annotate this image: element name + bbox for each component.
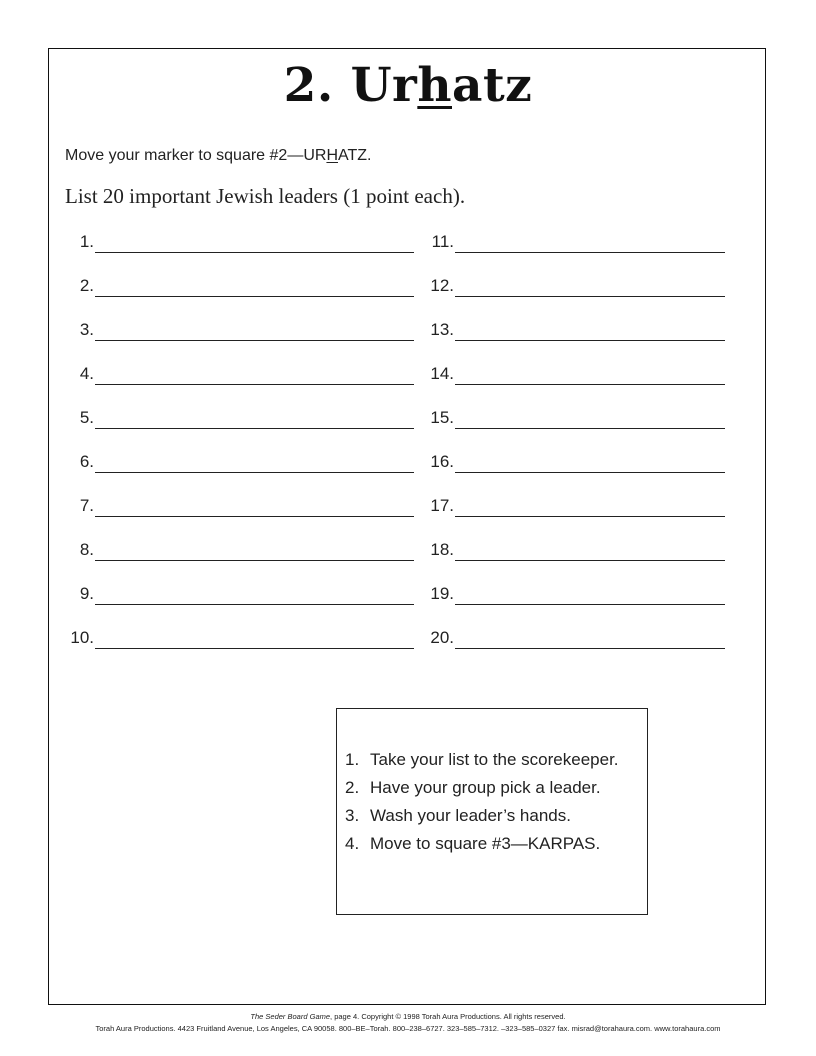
- title-underlined-letter: h: [417, 58, 452, 113]
- answer-number: 16.: [430, 452, 454, 471]
- answer-underline[interactable]: [455, 296, 725, 297]
- answer-number: 9.: [79, 584, 94, 603]
- step-item: [345, 833, 645, 855]
- answer-number: 5.: [79, 408, 94, 427]
- step-item: [345, 805, 645, 827]
- answer-number: 10.: [70, 628, 94, 647]
- answer-underline[interactable]: [455, 604, 725, 605]
- answer-number: 17.: [430, 496, 454, 515]
- answer-underline[interactable]: [455, 560, 725, 561]
- step-item: [345, 749, 645, 771]
- answer-line[interactable]: [0, 584, 816, 608]
- step-text: Take your list to the scorekeeper.: [370, 750, 619, 769]
- answer-underline[interactable]: [455, 472, 725, 473]
- step-text: Wash your leader’s hands.: [370, 806, 571, 825]
- answer-underline[interactable]: [455, 252, 725, 253]
- answer-line[interactable]: [0, 364, 816, 388]
- answer-line[interactable]: [0, 628, 816, 652]
- answer-number: 15.: [430, 408, 454, 427]
- step-text: Move to square #3—KARPAS.: [370, 834, 601, 853]
- footer-copyright: [0, 1012, 816, 1021]
- answer-number: 3.: [79, 320, 94, 339]
- answer-underline[interactable]: [455, 516, 725, 517]
- answer-number: 4.: [79, 364, 94, 383]
- answer-number: 18.: [430, 540, 454, 559]
- title-suffix: atz: [452, 58, 533, 113]
- task-text: List 20 important Jewish leaders (1 point each).: [65, 184, 466, 208]
- answer-number: 20.: [430, 628, 454, 647]
- answer-line[interactable]: [0, 408, 816, 432]
- answer-number: 12.: [430, 276, 454, 295]
- answer-line[interactable]: [0, 452, 816, 476]
- answer-line[interactable]: [0, 540, 816, 564]
- answer-underline[interactable]: [455, 648, 725, 649]
- instruction-suffix: ATZ.: [338, 147, 372, 164]
- page-title: [0, 58, 816, 113]
- instruction-text: [65, 147, 371, 165]
- step-number: 2.: [345, 778, 360, 797]
- answer-underline[interactable]: [455, 340, 725, 341]
- answer-underline[interactable]: [455, 428, 725, 429]
- steps-list: [345, 749, 645, 861]
- step-text: Have your group pick a leader.: [370, 778, 601, 797]
- footer-game-title: The Seder Board Game: [250, 1012, 331, 1021]
- answer-number: 6.: [79, 452, 94, 471]
- footer-copyright-text: , page 4. Copyright © 1998 Torah Aura Productions. All rights reserved.: [330, 1012, 566, 1021]
- instructions-box: [336, 708, 648, 915]
- instruction-underlined-letter: H: [326, 147, 338, 164]
- answer-number: 11.: [431, 232, 454, 251]
- title-prefix: 2. Ur: [283, 58, 418, 113]
- footer-address: Torah Aura Productions. 4423 Fruitland Avenue, Los Angeles, CA 90058. 800–BE–Torah. 800–238–6727. 323–585–7312. –323–585–0327 fax. misrad@torahaura.com. www.torahaura.com: [95, 1024, 721, 1033]
- answer-number: 7.: [79, 496, 94, 515]
- instruction-prefix: Move your marker to square #2—UR: [65, 147, 327, 164]
- answer-number: 2.: [79, 276, 94, 295]
- answer-number: 14.: [430, 364, 454, 383]
- step-number: 3.: [345, 806, 360, 825]
- answer-line[interactable]: [0, 232, 816, 256]
- answer-number: 13.: [430, 320, 454, 339]
- step-number: 4.: [345, 834, 360, 853]
- answer-line[interactable]: [0, 496, 816, 520]
- answer-number: 1.: [79, 232, 94, 251]
- answer-number: 8.: [79, 540, 94, 559]
- step-item: [345, 777, 645, 799]
- answer-line[interactable]: [0, 320, 816, 344]
- answer-line[interactable]: [0, 276, 816, 300]
- step-number: 1.: [345, 750, 360, 769]
- answer-number: 19.: [430, 584, 454, 603]
- answer-underline[interactable]: [455, 384, 725, 385]
